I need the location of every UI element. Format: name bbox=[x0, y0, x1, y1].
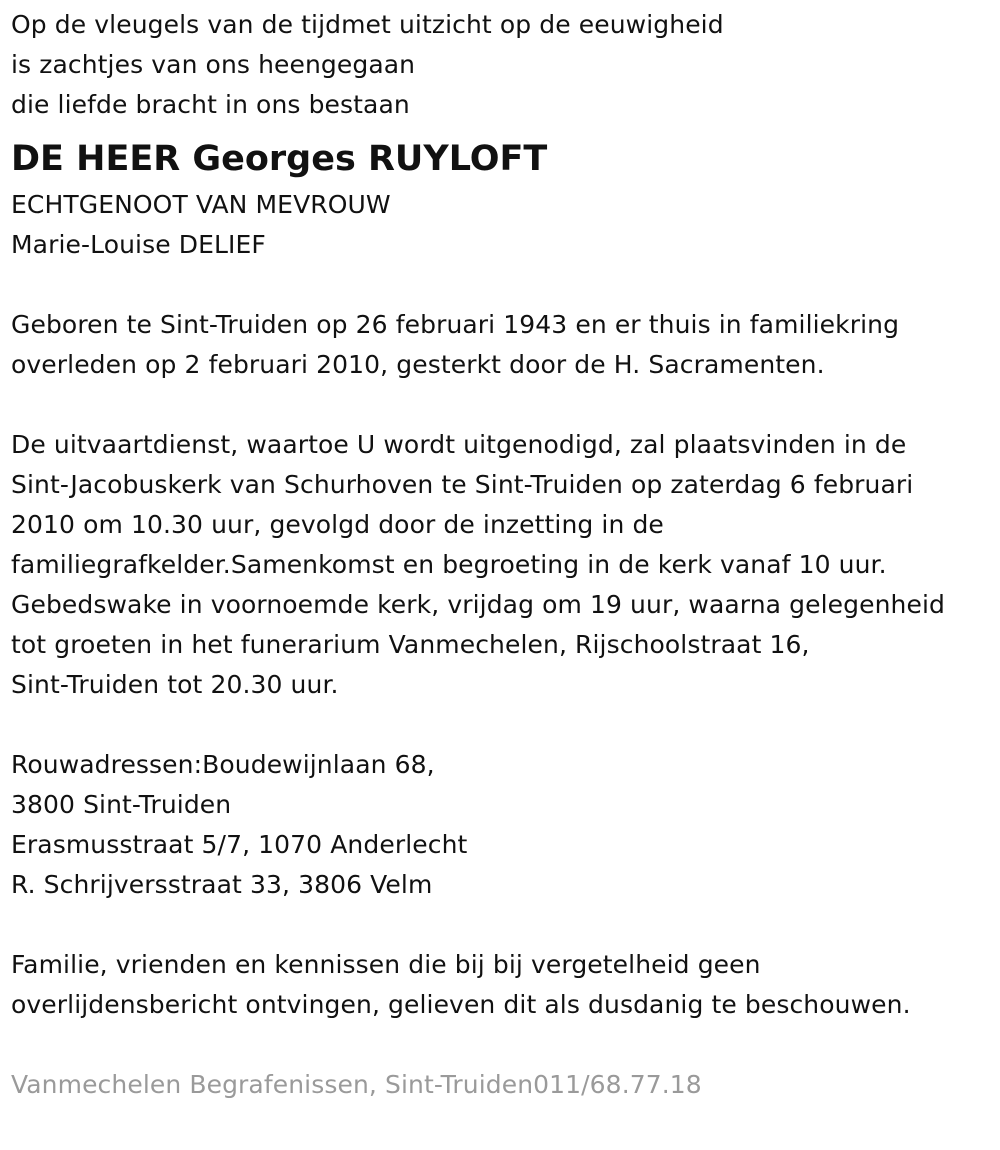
spacer bbox=[11, 705, 1000, 745]
birth-death-line: Geboren te Sint-Truiden op 26 februari 1943 en er thuis in familiekring bbox=[11, 310, 900, 339]
funeral-line: Sint-Truiden tot 20.30 uur. bbox=[11, 670, 339, 699]
birth-death-info bbox=[11, 305, 1000, 385]
poem-line: Op de vleugels van de tijdmet uitzicht op de eeuwigheid bbox=[11, 10, 724, 39]
spouse-line: Marie-Louise DELIEF bbox=[11, 230, 266, 259]
mourning-addresses bbox=[11, 745, 1000, 905]
spouse-info bbox=[11, 185, 1000, 265]
address-line: R. Schrijversstraat 33, 3806 Velm bbox=[11, 870, 433, 899]
funeral-line: Gebedswake in voornoemde kerk, vrijdag om 19 uur, waarna gelegenheid bbox=[11, 590, 945, 619]
birth-death-line: overleden op 2 februari 2010, gesterkt door de H. Sacramenten. bbox=[11, 350, 825, 379]
funeral-line: tot groeten in het funerarium Vanmechelen, Rijschoolstraat 16, bbox=[11, 630, 810, 659]
deceased-name: DE HEER Georges RUYLOFT bbox=[11, 139, 548, 179]
spacer bbox=[11, 905, 1000, 945]
notice-line: overlijdensbericht ontvingen, gelieven dit als dusdanig te beschouwen. bbox=[11, 990, 911, 1019]
family-notice bbox=[11, 945, 1000, 1025]
address-line: 3800 Sint-Truiden bbox=[11, 790, 232, 819]
funeral-home-footer: Vanmechelen Begrafenissen, Sint-Truiden011/68.77.18 bbox=[11, 1070, 702, 1099]
funeral-line: De uitvaartdienst, waartoe U wordt uitgenodigd, zal plaatsvinden in de bbox=[11, 430, 907, 459]
address-line: Erasmusstraat 5/7, 1070 Anderlecht bbox=[11, 830, 468, 859]
funeral-info bbox=[11, 425, 1000, 705]
spouse-line: ECHTGENOOT VAN MEVROUW bbox=[11, 190, 391, 219]
notice-line: Familie, vrienden en kennissen die bij bij vergetelheid geen bbox=[11, 950, 761, 979]
spacer bbox=[11, 385, 1000, 425]
poem-line: die liefde bracht in ons bestaan bbox=[11, 90, 410, 119]
funeral-line: 2010 om 10.30 uur, gevolgd door de inzetting in de bbox=[11, 510, 664, 539]
address-line: Rouwadressen:Boudewijnlaan 68, bbox=[11, 750, 435, 779]
spacer bbox=[11, 1025, 1000, 1065]
funeral-line: familiegrafkelder.Samenkomst en begroeting in de kerk vanaf 10 uur. bbox=[11, 550, 887, 579]
funeral-line: Sint-Jacobuskerk van Schurhoven te Sint-Truiden op zaterdag 6 februari bbox=[11, 470, 914, 499]
spacer bbox=[11, 265, 1000, 305]
poem-line: is zachtjes van ons heengegaan bbox=[11, 50, 416, 79]
poem bbox=[11, 5, 1000, 125]
